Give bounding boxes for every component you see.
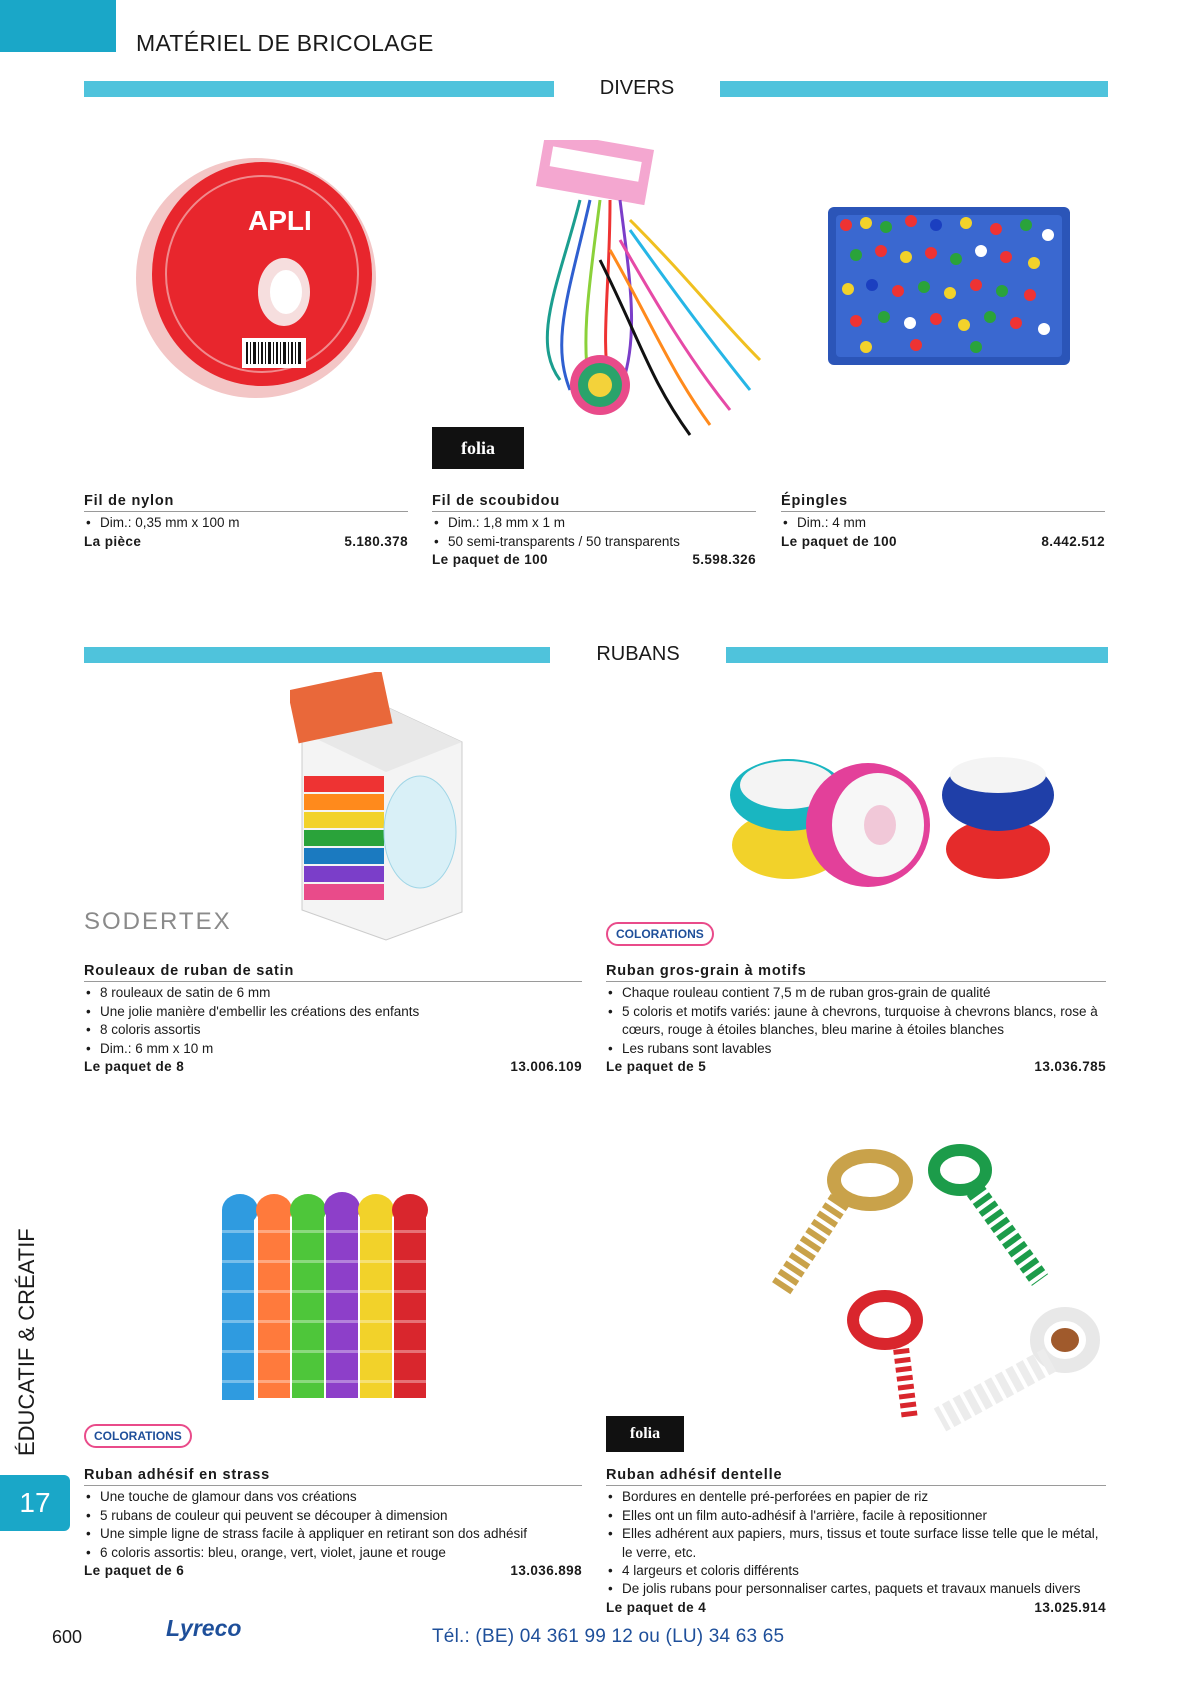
product-code: 5.180.378 [344, 533, 408, 549]
section-bar-left [84, 81, 554, 97]
product-footer [781, 533, 1105, 551]
page-number: 600 [52, 1627, 83, 1647]
product-ruban-strass [84, 1466, 582, 1580]
feature-item: • Dim.: 1,8 mm x 1 m [432, 514, 756, 532]
feature-item: • 6 coloris assortis: bleu, orange, vert, violet, jaune et rouge [84, 1544, 582, 1562]
product-title: Rouleaux de ruban de satin [84, 962, 582, 982]
product-unit: Le paquet de 5 [606, 1059, 707, 1075]
product-title: Épingles [781, 492, 1105, 512]
folia-logo-text: folia [461, 438, 495, 458]
chapter-number-tab: 17 [0, 1475, 70, 1531]
product-title: Fil de scoubidou [432, 492, 756, 512]
chapter-side-label: ÉDUCATIF & CRÉATIF [14, 1228, 39, 1456]
page-title: MATÉRIEL DE BRICOLAGE [136, 30, 434, 56]
product-unit: Le paquet de 100 [432, 552, 548, 568]
folia-logo-text: folia [629, 1425, 661, 1442]
strass-ribbons-image [218, 1190, 438, 1410]
feature-item: • Chaque rouleau contient 7,5 m de ruban gros-grain de qualité [606, 984, 1106, 1002]
product-code: 5.598.326 [692, 552, 756, 568]
feature-item: • Dim.: 0,35 mm x 100 m [84, 514, 408, 532]
product-ruban-dentelle [606, 1466, 1106, 1617]
product-unit: Le paquet de 6 [84, 1563, 185, 1579]
product-ruban-grosgrain [606, 962, 1106, 1076]
product-code: 13.006.109 [510, 1059, 582, 1075]
product-features [84, 984, 582, 1058]
section-bar-right [720, 81, 1108, 97]
product-unit: Le paquet de 8 [84, 1059, 185, 1075]
feature-item: • Les rubans sont lavables [606, 1040, 1106, 1058]
colorations-logo-1: COLORATIONS [606, 922, 714, 946]
corner-color-tab [0, 0, 116, 52]
section-title-divers: DIVERS [599, 77, 675, 99]
folia-logo-2 [606, 1416, 684, 1452]
product-code: 13.036.785 [1034, 1059, 1106, 1075]
product-features [84, 514, 408, 532]
lyreco-logo: Lyreco [166, 1615, 242, 1641]
feature-item: • Dim.: 4 mm [781, 514, 1105, 532]
nylon-spool-image [130, 150, 390, 430]
feature-item: • Elles adhérent aux papiers, murs, tissus et toute surface lisse telle que le métal, le verre, etc. [606, 1525, 1106, 1562]
product-ruban-satin [84, 962, 582, 1076]
feature-item: • 4 largeurs et coloris différents [606, 1562, 1106, 1580]
product-unit: Le paquet de 4 [606, 1599, 707, 1615]
product-footer [432, 551, 756, 569]
product-features [606, 1488, 1106, 1598]
section-bar-right [726, 647, 1108, 663]
apli-brand-text: APLI [248, 205, 312, 236]
feature-item: • 8 rouleaux de satin de 6 mm [84, 984, 582, 1002]
feature-item: • 5 coloris et motifs variés: jaune à chevrons, turquoise à chevrons blancs, rose à cœurs, rouge à étoiles blanches, bleu marine à étoiles blanches [606, 1003, 1106, 1040]
feature-item: • 8 coloris assortis [84, 1021, 582, 1039]
satin-ribbon-box-image [290, 672, 470, 942]
pins-image [826, 205, 1072, 367]
product-epingles [781, 492, 1105, 551]
feature-item: • Elles ont un film auto-adhésif à l'arrière, facile à repositionner [606, 1507, 1106, 1525]
product-title: Ruban gros-grain à motifs [606, 962, 1106, 982]
feature-item: • 50 semi-transparents / 50 transparents [432, 533, 756, 551]
product-features [84, 1488, 582, 1562]
product-features [432, 514, 756, 551]
product-title: Ruban adhésif en strass [84, 1466, 582, 1486]
feature-item: • 5 rubans de couleur qui peuvent se découper à dimension [84, 1507, 582, 1525]
product-footer [84, 1562, 582, 1580]
product-title: Ruban adhésif dentelle [606, 1466, 1106, 1486]
feature-item: • Une jolie manière d'embellir les créations des enfants [84, 1003, 582, 1021]
section-header-divers [84, 77, 1108, 99]
product-code: 13.025.914 [1034, 1599, 1106, 1615]
section-header-rubans [84, 643, 1108, 665]
product-fil-scoubidou [432, 492, 756, 570]
folia-logo-1 [432, 427, 524, 469]
product-unit: Le paquet de 100 [781, 533, 897, 549]
grosgrain-ribbons-image [728, 745, 1058, 905]
section-bar-left [84, 647, 550, 663]
product-features [781, 514, 1105, 532]
feature-item: • De jolis rubans pour personnaliser cartes, paquets et travaux manuels divers [606, 1580, 1106, 1598]
feature-item: • Une touche de glamour dans vos créations [84, 1488, 582, 1506]
feature-item: • Une simple ligne de strass facile à appliquer en retirant son dos adhésif [84, 1525, 582, 1543]
product-footer [84, 533, 408, 551]
colorations-logo-2: COLORATIONS [84, 1424, 192, 1448]
product-code: 8.442.512 [1041, 533, 1105, 549]
section-title-rubans: RUBANS [596, 643, 680, 665]
product-footer [84, 1058, 582, 1076]
product-unit: La pièce [84, 533, 142, 549]
sodertex-logo: SODERTEX [84, 908, 232, 935]
footer-phone: Tél.: (BE) 04 361 99 12 ou (LU) 34 63 65 [432, 1626, 785, 1647]
product-features [606, 984, 1106, 1058]
product-code: 13.036.898 [510, 1563, 582, 1579]
product-footer [606, 1599, 1106, 1617]
product-fil-nylon [84, 492, 408, 551]
scoubidou-image [490, 140, 780, 450]
product-title: Fil de nylon [84, 492, 408, 512]
lace-tape-image [760, 1140, 1100, 1440]
feature-item: • Bordures en dentelle pré-perforées en papier de riz [606, 1488, 1106, 1506]
feature-item: • Dim.: 6 mm x 10 m [84, 1040, 582, 1058]
product-footer [606, 1058, 1106, 1076]
